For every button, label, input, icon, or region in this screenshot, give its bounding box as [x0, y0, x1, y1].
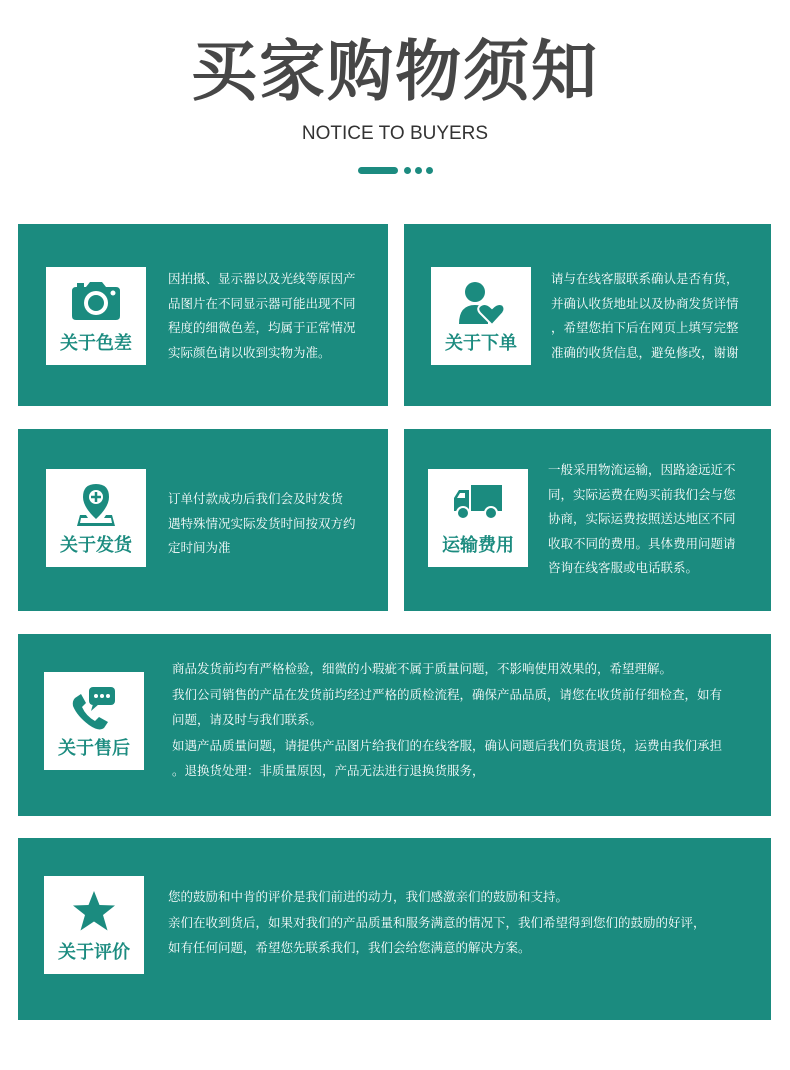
- camera-icon: [71, 281, 121, 321]
- card-text: 商品发货前均有严格检验，细微的小瑕疵不属于质量问题，不影响使用效果的，希望理解。 我们公司销售的产品在发货前均经过严格的质检流程，确保产品品质，请您在收货前仔细检查，如有 问题，请及时与我们联系。 如遇产品质量问题，请提供产品图片给我们的在线客服，确认问题后我们负责退货，运费由我们承担 。退换货处理：非质量原因，产品无法进行退换货服务，: [172, 661, 723, 778]
- page-title: 买家购物须知: [191, 33, 599, 110]
- card-label: 关于下单: [445, 333, 517, 354]
- card-badge: [46, 267, 146, 365]
- card-badge: [46, 469, 146, 567]
- card-color-difference: [18, 224, 388, 406]
- card-after-sales: [18, 634, 771, 816]
- card-text: 订单付款成功后我们会及时发货 遇特殊情况实际发货时间按双方约 定时间为准: [168, 491, 356, 555]
- location-pin-icon: [76, 483, 116, 527]
- card-label: 关于发货: [60, 535, 132, 556]
- card-text: 您的鼓励和中肯的评价是我们前进的动力，我们感激亲们的鼓励和支持。 亲们在收到货后，如果对我们的产品质量和服务满意的情况下，我们希望得到您们的鼓励的好评， 如有任何问题，希望您先联系我们，我们会给您满意的解决方案。: [168, 889, 706, 955]
- card-review: [18, 838, 771, 1020]
- star-icon: [72, 890, 116, 932]
- card-shipping: [18, 429, 388, 611]
- card-label: 关于售后: [58, 738, 130, 759]
- card-badge: [44, 672, 144, 770]
- card-label: 关于评价: [58, 942, 130, 963]
- card-badge: [428, 469, 528, 567]
- truck-icon: [453, 483, 503, 521]
- card-badge: [44, 876, 144, 974]
- phone-chat-icon: [71, 686, 117, 732]
- page-subtitle: NOTICE TO BUYERS: [301, 123, 489, 144]
- card-text: 一般采用物流运输，因路途远近不 同，实际运费在购买前我们会与您 协商，实际运费按照送达地区不同 收取不同的费用。具体费用问题请 咨询在线客服或电话联系。: [548, 462, 736, 575]
- card-text: 请与在线客服联系确认是否有货， 并确认收货地址以及协商发货详情 ，希望您拍下后在网页上填写完整 准确的收货信息，避免修改，谢谢: [551, 271, 739, 360]
- card-freight: [404, 429, 771, 611]
- card-order: [404, 224, 771, 406]
- card-label: 关于色差: [60, 333, 132, 354]
- card-text: 因拍摄、显示器以及光线等原因产 品图片在不同显示器可能出现不同 程度的细微色差，均属于正常情况 实际颜色请以收到实物为准。: [168, 271, 356, 360]
- card-label: 运输费用: [442, 535, 514, 556]
- user-heart-icon: [458, 281, 504, 325]
- card-badge: [431, 267, 531, 365]
